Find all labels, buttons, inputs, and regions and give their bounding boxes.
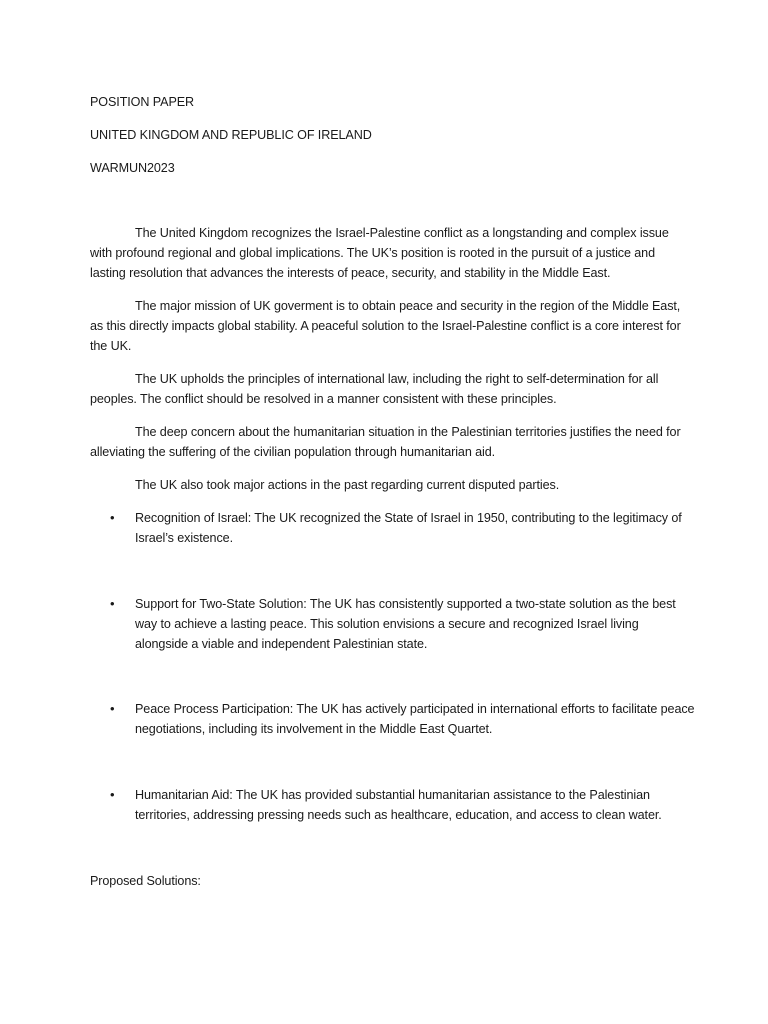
list-item-text: Support for Two-State Solution: The UK has consistently supported a two-state solution as the best way to achieve a lasting peace. This solution envisions a secure and recognized Israel living alongside a viable and independent Palestinian state. [135,597,676,651]
delegation-name: UNITED KINGDOM AND REPUBLIC OF IRELAND [90,128,372,142]
bullet-icon: • [110,787,115,802]
bullet-icon: • [110,596,115,611]
list-item-text: Peace Process Participation: The UK has actively participated in international efforts to facilitate peace negotiations, including its involvement in the Middle East Quartet. [135,702,695,736]
list-item [90,508,682,548]
conference-name: WARMUN2023 [90,161,175,175]
paragraph-international-law: The UK upholds the principles of international law, including the right to self-determination for all peoples. The conflict should be resolved in a manner consistent with these principles. [90,372,659,406]
section-heading-proposed-solutions: Proposed Solutions: [90,874,201,888]
paragraph-intro: The United Kingdom recognizes the Israel-Palestine conflict as a longstanding and complex issue with profound regional and global implications. The UK’s position is rooted in the pursuit of a justice and lasting resolution that advances the interests of peace, security, and stability in the Middle East. [90,226,669,280]
bullet-icon: • [110,510,115,525]
list-item-text: Humanitarian Aid: The UK has provided substantial humanitarian assistance to the Palestinian territories, addressing pressing needs such as healthcare, education, and access to clean water. [135,788,662,822]
paragraph-mission: The major mission of UK goverment is to obtain peace and security in the region of the Middle East, as this directly impacts global stability. A peaceful solution to the Israel-Palestine conflict is a core interest for the UK. [90,299,681,353]
paragraph-humanitarian-concern: The deep concern about the humanitarian situation in the Palestinian territories justifies the need for alleviating the suffering of the civilian population through humanitarian aid. [90,425,681,459]
list-item [90,785,682,825]
document-title: POSITION PAPER [90,95,195,109]
list-item [90,699,695,739]
paragraph-past-actions: The UK also took major actions in the past regarding current disputed parties. [135,478,560,492]
bullet-icon: • [110,701,115,716]
list-item-text: Recognition of Israel: The UK recognized the State of Israel in 1950, contributing to the legitimacy of Israel’s existence. [135,511,682,545]
list-item [90,594,682,654]
